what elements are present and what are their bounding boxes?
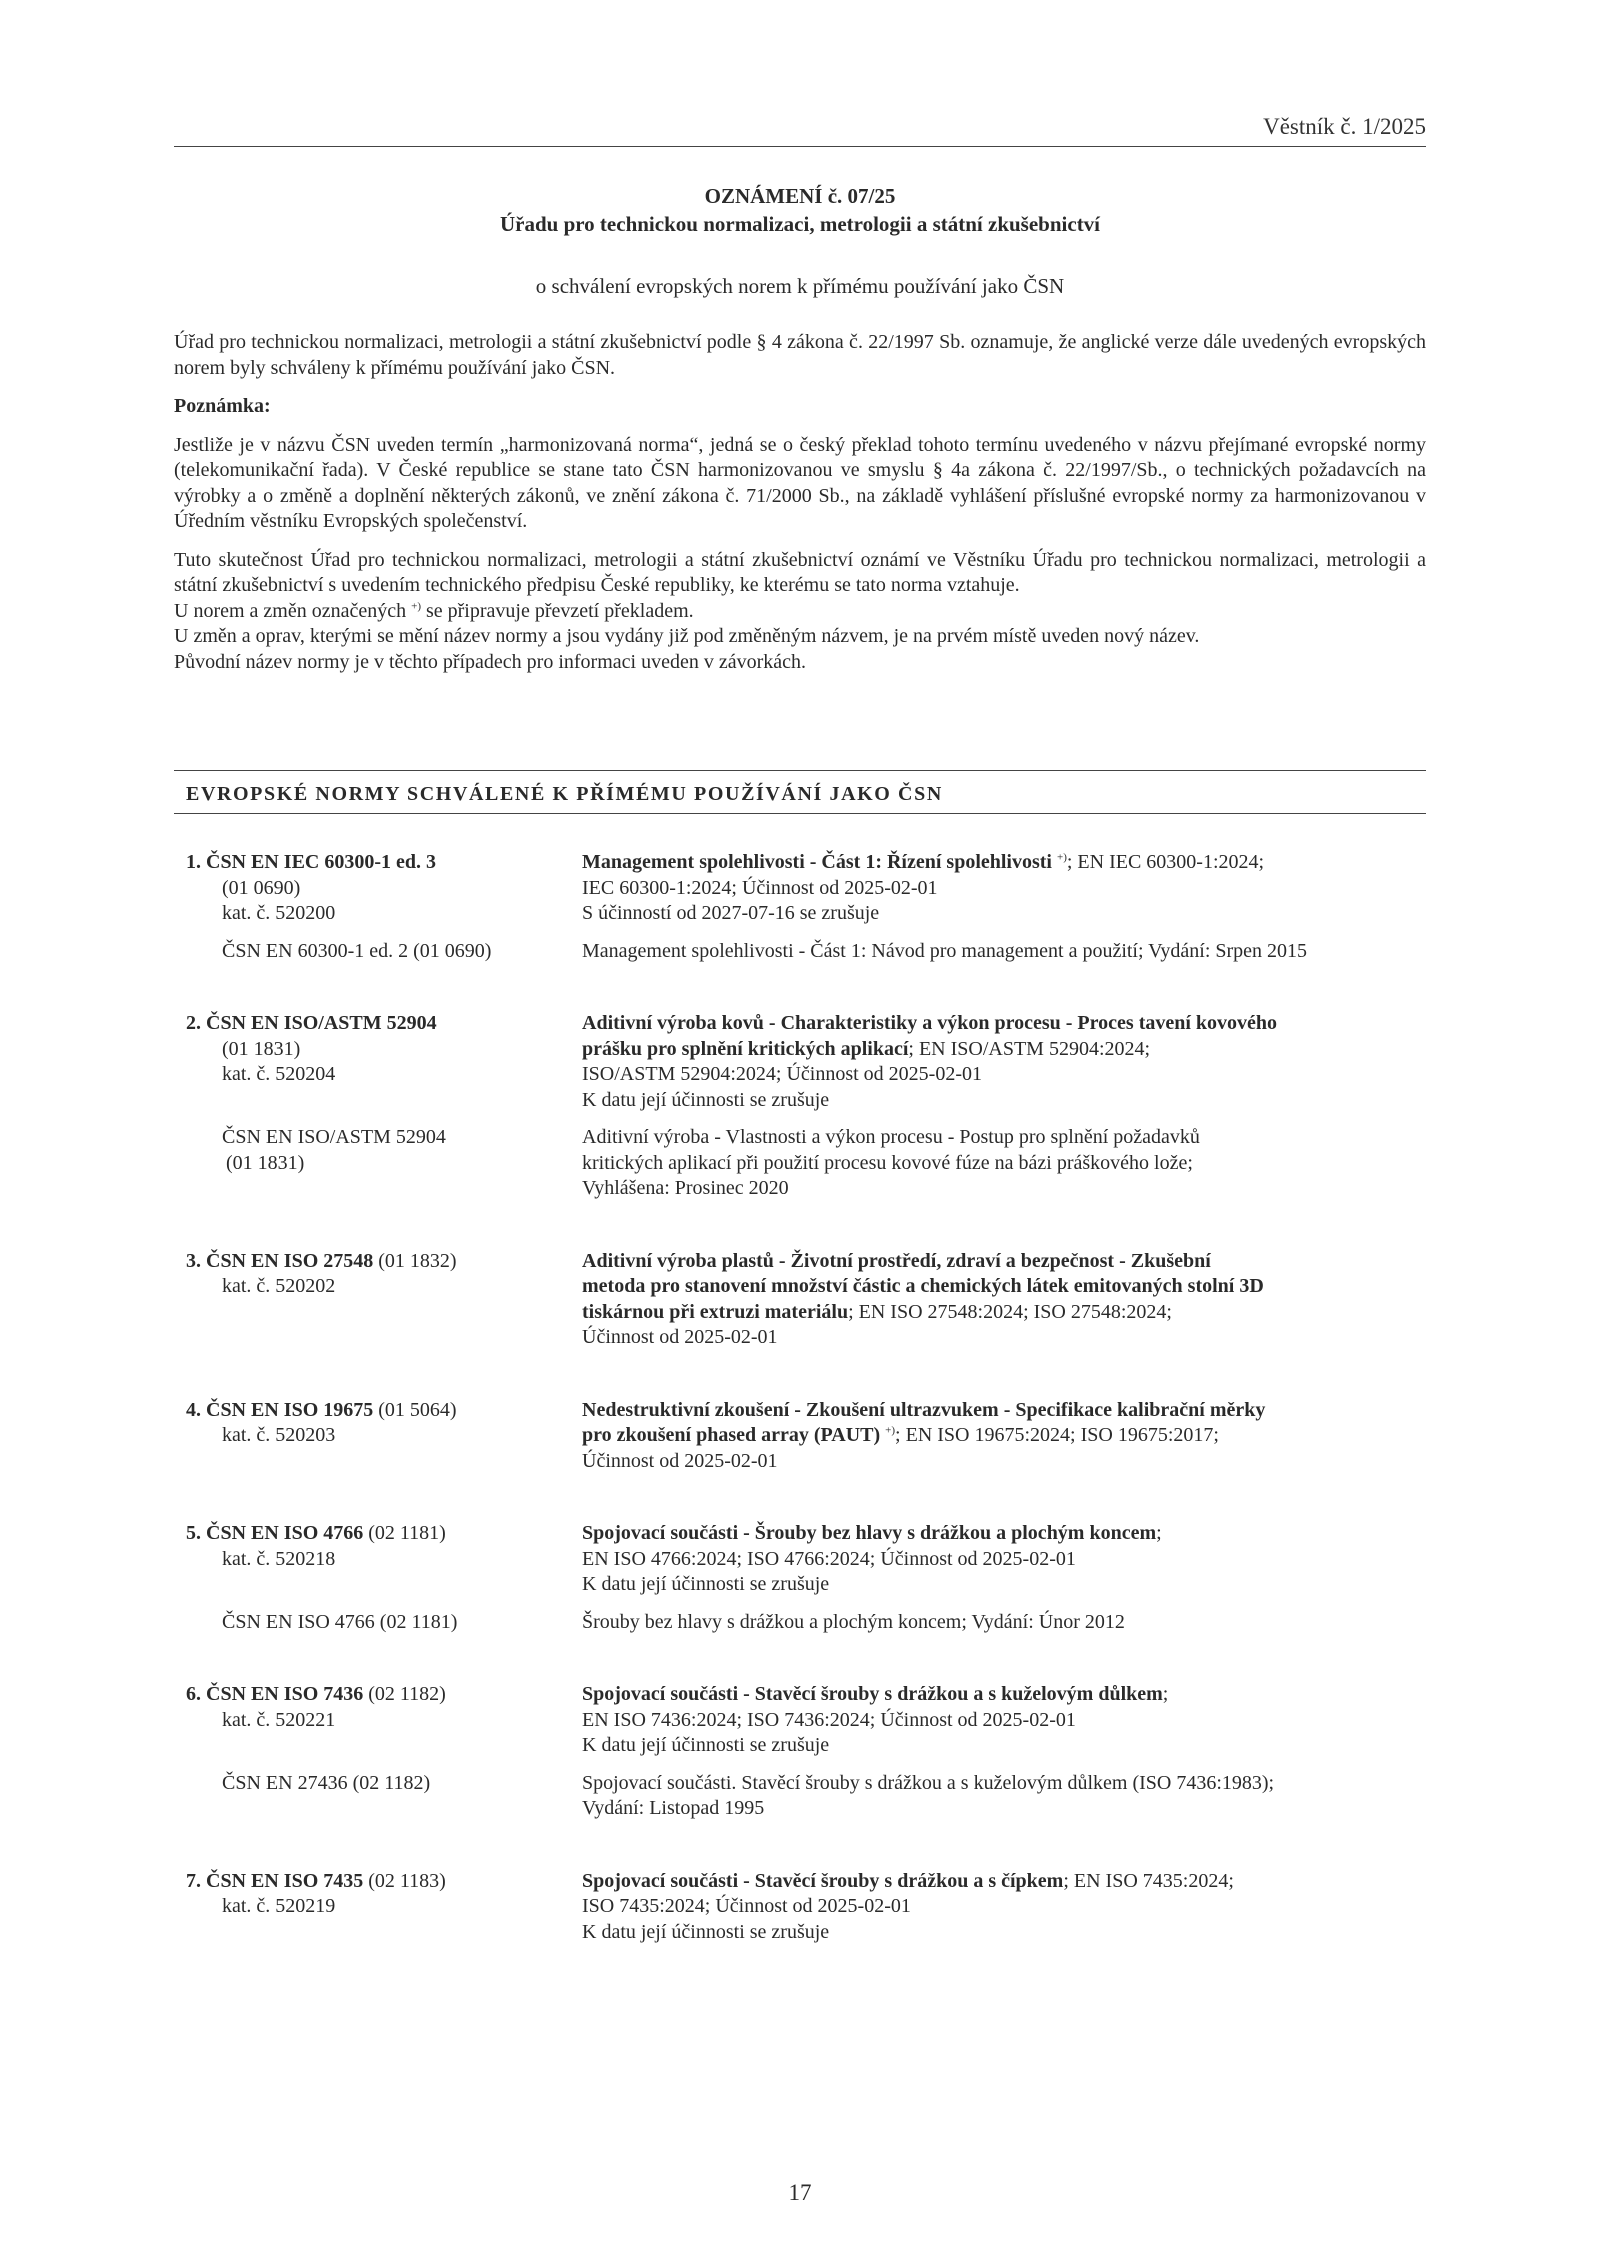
- entry-line: Účinnost od 2025-02-01: [582, 1449, 778, 1472]
- replaced-code: (01 1831): [226, 1151, 305, 1174]
- entry-catalog: kat. č. 520200: [222, 902, 336, 924]
- translation-marker: +): [1057, 851, 1067, 864]
- entry-code: (02 1182): [368, 1683, 446, 1705]
- entry-line: K datu její účinnosti se zrušuje: [582, 1573, 830, 1595]
- entry-catalog: kat. č. 520219: [222, 1895, 336, 1917]
- entry-title-rest: ; EN ISO/ASTM 52904:2024;: [908, 1037, 1151, 1060]
- replaced-id: ČSN EN 60300-1 ed. 2 (01 0690): [222, 939, 492, 962]
- replaced-text: Aditivní výroba - Vlastnosti a výkon procesu - Postup pro splnění požadavků: [582, 1126, 1200, 1148]
- entry-title-line: [582, 1521, 1426, 1547]
- replaced-standard-2: [174, 1125, 1426, 1202]
- section-header: [174, 770, 1426, 814]
- entry-line: EN ISO 7436:2024; ISO 7436:2024; Účinnost od 2025-02-01: [582, 1708, 1076, 1731]
- entry-title: Management spolehlivosti - Část 1: Řízení spolehlivosti: [582, 851, 1052, 873]
- translation-note-text: U norem a změn označených: [174, 599, 407, 622]
- entry-id-line: [186, 1869, 582, 1895]
- header-divider: [174, 146, 1426, 147]
- entry-line: S účinností od 2027-07-16 se zrušuje: [582, 902, 880, 924]
- entry-catalog: kat. č. 520204: [222, 1063, 336, 1085]
- entry-line: ISO/ASTM 52904:2024; Účinnost od 2025-02-01: [582, 1063, 982, 1085]
- translation-note-text-end: se připravuje převzetí překladem.: [425, 599, 694, 622]
- section-title: EVROPSKÉ NORMY SCHVÁLENÉ K PŘÍMÉMU POUŽÍVÁNÍ JAKO ČSN: [186, 783, 943, 805]
- entry-catalog: kat. č. 520218: [222, 1547, 336, 1570]
- office-paragraph: Tuto skutečnost Úřad pro technickou normalizaci, metrologii a státní zkušebnictví oznámí ve Věstníku Úřadu pro technickou normalizaci, metrologii a státní zkušebnictví s uvedením technického předpisu České republiky, ke kterému se tato norma vztahuje.: [174, 548, 1426, 596]
- notice-heading: [174, 182, 1426, 300]
- entry-catalog: kat. č. 520203: [222, 1424, 336, 1446]
- entry-id: 1. ČSN EN IEC 60300-1 ed. 3: [186, 851, 437, 873]
- entry-catalog: kat. č. 520202: [222, 1275, 336, 1297]
- entry-title-rest: ; EN IEC 60300-1:2024;: [1066, 851, 1265, 873]
- notice-body: [174, 330, 1426, 675]
- translation-note: [174, 599, 1426, 625]
- entry-title-line: [582, 1300, 1426, 1326]
- entry-line: K datu její účinnosti se zrušuje: [582, 1920, 830, 1943]
- entry-line: IEC 60300-1:2024; Účinnost od 2025-02-01: [582, 876, 938, 899]
- entry-line: EN ISO 4766:2024; ISO 4766:2024; Účinnost od 2025-02-01: [582, 1547, 1076, 1570]
- replaced-standard-6: [174, 1771, 1426, 1822]
- entry-title-end: tiskárnou při extruzi materiálu: [582, 1300, 849, 1323]
- entry-id-line: [186, 1521, 582, 1547]
- entry-id: 2. ČSN EN ISO/ASTM 52904: [186, 1012, 437, 1034]
- page-number: 17: [788, 2180, 812, 2205]
- note-paragraph: Jestliže je v názvu ČSN uveden termín „harmonizovaná norma“, jedná se o český překlad tohoto termínu uvedeného v názvu přejímané evropské normy (telekomunikační řada). V České republice se stane tato ČSN harmonizovanou ve smyslu § 4a zákona č. 22/1997/Sb., o technických požadavcích na výrobky a o změně a doplnění některých zákonů, ve znění zákona č. 71/2000 Sb., na základě vyhlášení příslušné evropské normy za harmonizovanou v Úředním věstníku Evropských společenství.: [174, 433, 1426, 532]
- translation-marker: +): [885, 1424, 896, 1437]
- entry-line: ISO 7435:2024; Účinnost od 2025-02-01: [582, 1895, 911, 1917]
- standards-list: [174, 850, 1426, 1945]
- original-name-note: Původní název normy je v těchto případech pro informaci uveden v závorkách.: [174, 650, 807, 673]
- replaced-text: Vydání: Listopad 1995: [582, 1797, 765, 1819]
- standard-entry-6: [174, 1682, 1426, 1759]
- entry-id: 7. ČSN EN ISO 7435: [186, 1869, 364, 1892]
- entry-line: K datu její účinnosti se zrušuje: [582, 1734, 830, 1756]
- entry-id-line: [186, 1249, 582, 1275]
- replaced-text: kritických aplikací při použití procesu kovové fúze na bázi práškového lože;: [582, 1151, 1193, 1174]
- replaced-id: ČSN EN ISO 4766 (02 1181): [222, 1610, 458, 1633]
- entry-title-rest: ; EN ISO 27548:2024; ISO 27548:2024;: [848, 1300, 1172, 1323]
- translation-marker: +): [411, 599, 421, 612]
- note-label: Poznámka:: [174, 395, 271, 417]
- journal-header: Věstník č. 1/2025: [1263, 114, 1426, 139]
- entry-title: Spojovací součásti - Stavěcí šrouby s drážkou a s kuželovým důlkem: [582, 1683, 1163, 1705]
- intro-paragraph: Úřad pro technickou normalizaci, metrologii a státní zkušebnictví podle § 4 zákona č. 22/1997 Sb. oznamuje, že anglické verze dále uvedených evropských norem byly schváleny k přímému používání jako ČSN.: [174, 331, 1426, 379]
- entry-title-rest: ;: [1162, 1683, 1169, 1705]
- standard-entry-7: [174, 1869, 1426, 1946]
- entry-title-line: [582, 1869, 1426, 1895]
- notice-subject: o schválení evropských norem k přímému používání jako ČSN: [535, 274, 1065, 298]
- entry-title-rest: ;: [1156, 1522, 1162, 1544]
- entry-title-cont: prášku pro splnění kritických aplikací: [582, 1037, 909, 1060]
- notice-office: Úřadu pro technickou normalizaci, metrologii a státní zkušebnictví: [499, 212, 1101, 236]
- entry-catalog: kat. č. 520221: [222, 1708, 336, 1731]
- entry-code: (01 1831): [222, 1037, 301, 1060]
- entry-title-rest: ; EN ISO 19675:2024; ISO 19675:2017;: [895, 1424, 1219, 1446]
- entry-code: (02 1181): [368, 1522, 446, 1544]
- entry-code: (01 1832): [378, 1249, 457, 1272]
- replaced-text: Vyhlášena: Prosinec 2020: [582, 1177, 789, 1199]
- entry-id: 3. ČSN EN ISO 27548: [186, 1249, 374, 1272]
- entry-title-line: [582, 1682, 1426, 1708]
- standard-entry-3: [174, 1249, 1426, 1351]
- entry-title-cont: pro zkoušení phased array (PAUT): [582, 1424, 881, 1446]
- standard-entry-5: [174, 1521, 1426, 1598]
- entry-id: 5. ČSN EN ISO 4766: [186, 1522, 364, 1544]
- standard-entry-4: [174, 1398, 1426, 1475]
- entry-id-line: [186, 1682, 582, 1708]
- entry-title: Spojovací součásti - Šrouby bez hlavy s drážkou a plochým koncem: [582, 1522, 1157, 1544]
- entry-title: Spojovací součásti - Stavěcí šrouby s drážkou a s čípkem: [582, 1869, 1064, 1892]
- replaced-text: Management spolehlivosti - Část 1: Návod pro management a použití; Vydání: Srpen 2015: [582, 939, 1308, 962]
- entry-id-line: [186, 1398, 582, 1424]
- entry-title-line: [582, 1423, 1426, 1449]
- entry-title: Aditivní výroba kovů - Charakteristiky a výkon procesu - Proces tavení kovového: [582, 1012, 1278, 1034]
- notice-title: OZNÁMENÍ č. 07/25: [704, 184, 896, 208]
- entry-id: 4. ČSN EN ISO 19675: [186, 1398, 374, 1421]
- replaced-text: Šrouby bez hlavy s drážkou a plochým koncem; Vydání: Únor 2012: [582, 1610, 1125, 1633]
- entry-line: Účinnost od 2025-02-01: [582, 1326, 778, 1348]
- entry-title-rest: ; EN ISO 7435:2024;: [1063, 1869, 1234, 1892]
- entry-title: Aditivní výroba plastů - Životní prostředí, zdraví a bezpečnost - Zkušební: [582, 1249, 1211, 1272]
- entry-code: (01 5064): [378, 1398, 457, 1421]
- replaced-id: ČSN EN 27436 (02 1182): [222, 1771, 431, 1794]
- replaced-id: ČSN EN ISO/ASTM 52904: [222, 1126, 446, 1148]
- entry-line: K datu její účinnosti se zrušuje: [582, 1088, 830, 1111]
- renaming-note: U změn a oprav, kterými se mění název normy a jsou vydány již pod změněným názvem, je na prvém místě uveden nový název.: [174, 625, 1200, 647]
- entry-title-line: [582, 850, 1426, 876]
- entry-code: (02 1183): [368, 1869, 446, 1892]
- entry-title: Nedestruktivní zkoušení - Zkoušení ultrazvukem - Specifikace kalibrační měrky: [582, 1398, 1266, 1421]
- entry-title-line: [582, 1037, 1426, 1063]
- entry-title-cont: metoda pro stanovení množství částic a chemických látek emitovaných stolní 3D: [582, 1275, 1264, 1297]
- replaced-standard-1: [174, 939, 1426, 965]
- replaced-text: Spojovací součásti. Stavěcí šrouby s drážkou a s kuželovým důlkem (ISO 7436:1983);: [582, 1771, 1275, 1794]
- standard-entry-1: [174, 850, 1426, 927]
- section-rule-bottom: [174, 813, 1426, 814]
- standard-entry-2: [174, 1011, 1426, 1113]
- replaced-standard-5: [174, 1610, 1426, 1636]
- entry-code: (01 0690): [222, 876, 301, 899]
- entry-id: 6. ČSN EN ISO 7436: [186, 1683, 364, 1705]
